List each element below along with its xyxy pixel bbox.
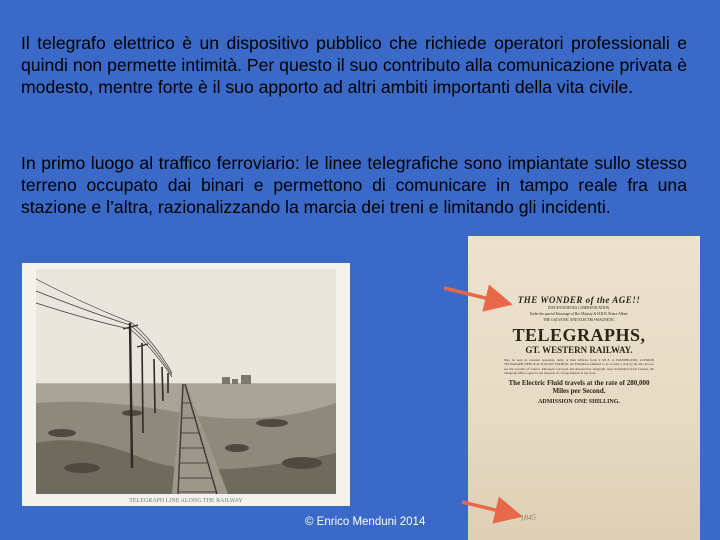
poster-subline-3: THE GALVANIC AND ELECTRO-MAGNETIC	[543, 317, 615, 322]
telegraph-poster-image	[468, 236, 700, 540]
paragraph-railway-traffic: In primo luogo al traffico ferroviario: le linee telegrafiche sono impiantate sullo stesso terreno occupato dai binari e permettono di comunicare in tampo reale fra una stazione e l’altra, razionalizzando la marcia dei treni e limitando gli incidenti.	[21, 153, 687, 217]
poster-title: TELEGRAPHS,	[512, 324, 646, 345]
paragraph-telegraph-intro: Il telegrafo elettrico è un dispositivo pubblico che richiede operatori professionali e quindi non permette intimità. Per questo il suo contributo alla comunicazione privata è modesto, mentre forte è il suo apporto ad altri ambiti importanti della vita civile.	[21, 33, 688, 97]
photo-caption: TELEGRAPH LINE ALONG THE RAILWAY	[129, 498, 243, 504]
poster-handwritten-note: 1845	[519, 512, 537, 523]
poster-railway: GT. WESTERN RAILWAY.	[525, 344, 633, 355]
poster-body-text: May be seen in constant operation, daily, at their Offices, from 9 till 8, at PADDINGTON, LONDON TELEGRAPH OFFICE & SLOUGH STATION. An Exhibition admitted to be worthy a visit by all who love to see the wonders of science. Messages conveyed and answered by telegraph, news transmitted from London, the Telegraph Office open for the dispatch of correspondence at any hour.	[504, 358, 654, 376]
poster-admission: ADMISSION ONE SHILLING.	[538, 398, 620, 405]
poster-subline-1: INSTANTANEOUS COMMUNICATION.	[547, 306, 611, 311]
railway-landscape-illustration	[22, 263, 350, 506]
copyright-footer: © Enrico Menduni 2014	[305, 516, 426, 528]
poster-subline-2: Under the special Patronage of Her Majesty & H.R.H. Prince Albert.	[529, 312, 629, 317]
poster-electric-fluid: The Electric Fluid travels at the rate of 280,000 Miles per Second.	[508, 378, 650, 395]
poster-headline: THE WONDER of the AGE!!	[517, 295, 641, 305]
railway-telegraph-photo	[22, 263, 350, 506]
